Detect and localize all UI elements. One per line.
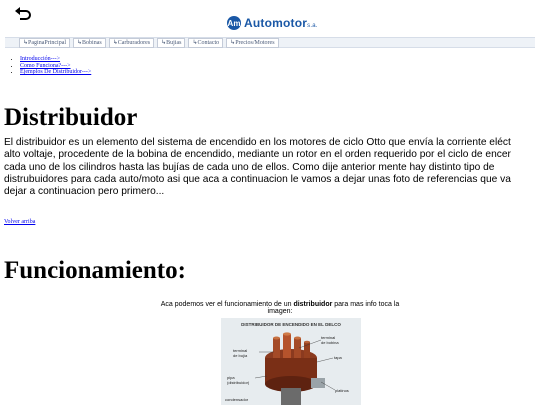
- label-tapa: tapa: [334, 355, 342, 360]
- back-to-top-link[interactable]: Volver arriba: [4, 219, 36, 225]
- paragraph-line: distrubuidores para cada auto/moto asi que aca a continuacion le vamos a dejar unas foto de referencias que va: [4, 173, 511, 185]
- intro-paragraph: [4, 137, 540, 198]
- paragraph-line: alto voltaje, procedente de la bobina de encendido, mediante un rotor en el orden requerido por el ciclo de encer: [4, 149, 511, 161]
- caption-bold: distribuidor: [293, 301, 333, 308]
- paragraph-line: dejar a continuacion pero primero...: [4, 186, 165, 198]
- nav-item-contacto[interactable]: ↳Contacto: [188, 38, 223, 48]
- nav-item-pagina-principal[interactable]: ↳PaginaPrincipal: [19, 38, 70, 48]
- section-title-distribuidor: Distribuidor: [4, 104, 138, 131]
- logo-name: Automotor: [244, 16, 308, 30]
- nav-item-bujias[interactable]: ↳Bujias: [157, 38, 185, 48]
- section-title-funcionamiento: Funcionamiento:: [4, 257, 186, 284]
- site-logo[interactable]: [227, 14, 318, 32]
- logo-badge: Am: [227, 16, 241, 30]
- caption-text-post: para mas info toca la imagen:: [267, 301, 400, 315]
- table-of-contents: [12, 56, 91, 76]
- label-platinos: platinos: [335, 388, 349, 393]
- distribuidor-diagram-image[interactable]: [221, 318, 361, 405]
- caption-text-pre: Aca podemos ver el funcionamiento de un: [160, 301, 294, 308]
- toc-link-como-funciona[interactable]: Como Funciona?--->: [20, 62, 71, 69]
- nav-item-precios-motores[interactable]: ↳Precios/Motores: [226, 38, 278, 48]
- diagram-title: DISTRIBUIDOR DE ENCENDIDO EN EL DELCO: [241, 322, 341, 327]
- diagram-caption: [160, 301, 400, 315]
- paragraph-line: El distribuidor es un elemento del sistema de encendido en los motores de ciclo Otto que envía la corriente eléct: [4, 137, 511, 148]
- label-condensador: condensador: [225, 397, 249, 402]
- toc-link-introduccion[interactable]: Introducción--->: [20, 56, 61, 62]
- paragraph-line: cada uno de los cilindros hasta las bujías de cada uno de ellos. Como dije anterior mente hay distinto tipo de: [4, 161, 495, 173]
- main-nav: [5, 37, 535, 48]
- label-terminal-bujia: terminal de bujía: [233, 348, 248, 358]
- label-pipa: pipa (distribuidor): [227, 375, 250, 385]
- label-terminal-bobina: terminal de bobina: [321, 335, 339, 345]
- nav-item-bobinas[interactable]: ↳Bobinas: [73, 38, 106, 48]
- logo-suffix: s.a.: [307, 23, 318, 29]
- nav-item-carburadores[interactable]: ↳Carburadores: [109, 38, 154, 48]
- logo-text: [244, 16, 318, 30]
- back-arrow-icon[interactable]: [14, 6, 32, 20]
- toc-item: [20, 69, 91, 76]
- toc-link-ejemplos[interactable]: Ejemplos De Distribuidor--->: [20, 69, 92, 75]
